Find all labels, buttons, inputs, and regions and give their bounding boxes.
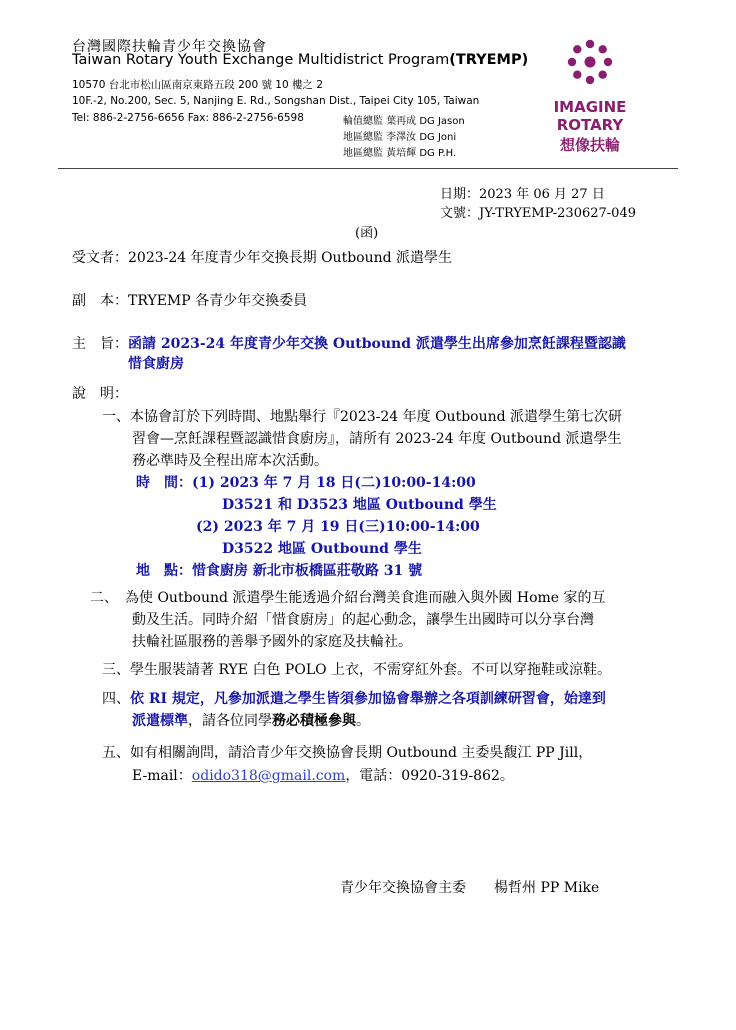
address-en: 10F.-2, No.200, Sec. 5, Nanjing E. Rd., Songshan Dist., Taipei City 105, Taiwan <box>72 95 480 107</box>
item-3: 三、學生服裝請著 RYE 白色 POLO 上衣，不需穿紅外套。不可以穿拖鞋或涼鞋。 <box>102 662 612 678</box>
logo-rotary: ROTARY <box>556 116 624 134</box>
email-link[interactable]: odido318@gmail.com <box>191 768 346 784</box>
item-2-line-2: 動及生活。同時介紹「惜食廚房」的起心動念，讓學生出國時可以分享台灣 <box>132 612 594 628</box>
item-5-line-2 <box>132 765 514 785</box>
item-4-middle: ，請各位同學 <box>188 713 272 729</box>
subject-line-1: 函請 2023-24 年度青少年交換 Outbound 派遣學生出席參加烹飪課程暨認識 <box>128 336 626 352</box>
organization-name-en-text: Taiwan Rotary Youth Exchange Multidistrict Program <box>72 52 450 68</box>
item-4-emphasis-2: 派遣標準 <box>132 713 188 729</box>
event-time-2: (2) 2023 年 7 月 19 日(三)10:00-14:00 <box>196 519 480 535</box>
item-4-prefix: 四、 <box>102 691 130 707</box>
item-5-line-1: 五、如有相關詢問，請洽青少年交換協會長期 Outbound 主委吳馥江 PP Jill， <box>102 745 593 761</box>
recipient: 受文者：2023-24 年度青少年交換長期 Outbound 派遣學生 <box>72 250 453 266</box>
item-2-line-1: 二、 為使 Outbound 派遣學生能透過介紹台灣美食進而融入與外國 Home 家的互 <box>90 590 606 606</box>
phone-fax: Tel: 886-2-2756-6656 Fax: 886-2-2756-6598 <box>72 112 304 124</box>
item-4-emphasis-1: 依 RI 規定，凡參加派遣之學生皆須參加協會舉辦之各項訓練研習會，始達到 <box>130 691 606 707</box>
organization-abbr: (TRYEMP) <box>449 52 529 68</box>
contact-phone: ，電話：0920-319-862。 <box>345 768 514 784</box>
item-1-line-3: 務必準時及全程出席本次活動。 <box>132 453 328 469</box>
item-1-line-1: 一、本協會訂於下列時間、地點舉行『2023-24 年度 Outbound 派遣學生第七次研 <box>102 409 623 425</box>
document-date: 日期：2023 年 06 月 27 日 <box>440 187 605 202</box>
event-time-1-districts: D3521 和 D3523 地區 Outbound 學生 <box>222 497 497 513</box>
item-4-emphasis-3: 務必積極參與 <box>272 713 356 729</box>
governor-1: 輪值總監 葉再成 DG Jason <box>343 116 465 127</box>
governor-2: 地區總監 李澤汝 DG Joni <box>343 132 457 143</box>
document-type: (函) <box>355 226 379 241</box>
logo-zh: 想像扶輪 <box>559 136 620 154</box>
address-zh: 10570 台北市松山區南京東路五段 200 號 10 樓之 2 <box>72 79 324 91</box>
logo-imagine: IMAGINE <box>553 98 627 116</box>
document-number: 文號：JY-TRYEMP-230627-049 <box>440 206 636 221</box>
event-place: 地 點：惜食廚房 新北市板橋區莊敬路 31 號 <box>136 563 423 579</box>
item-4-suffix: 。 <box>356 713 370 729</box>
event-time-1: 時 間：(1) 2023 年 7 月 18 日(二)10:00-14:00 <box>136 475 476 491</box>
item-4-line-1 <box>102 688 606 708</box>
subject-label: 主 旨： <box>72 336 128 352</box>
header-divider <box>58 168 678 169</box>
governor-3: 地區總監 黃培輝 DG P.H. <box>343 148 457 159</box>
organization-name-en <box>72 52 528 68</box>
subject-line-2: 惜食廚房 <box>128 356 184 372</box>
item-1-line-2: 習會—烹飪課程暨認識惜食廚房』，請所有 2023-24 年度 Outbound 派遣學生 <box>132 431 622 447</box>
signature: 青少年交換協會主委 楊哲州 PP Mike <box>340 880 600 896</box>
item-2-line-3: 扶輪社區服務的善舉予國外的家庭及扶輪社。 <box>132 634 412 650</box>
rotary-flower-icon <box>540 38 640 94</box>
item-4-line-2 <box>132 710 370 730</box>
carbon-copy: 副 本：TRYEMP 各青少年交換委員 <box>72 293 308 309</box>
organization-name-zh: 台灣國際扶輪青少年交換協會 <box>72 39 267 55</box>
explanation-label: 說 明： <box>72 386 128 402</box>
event-time-2-districts: D3522 地區 Outbound 學生 <box>222 541 422 557</box>
email-label: E-mail： <box>132 768 192 784</box>
